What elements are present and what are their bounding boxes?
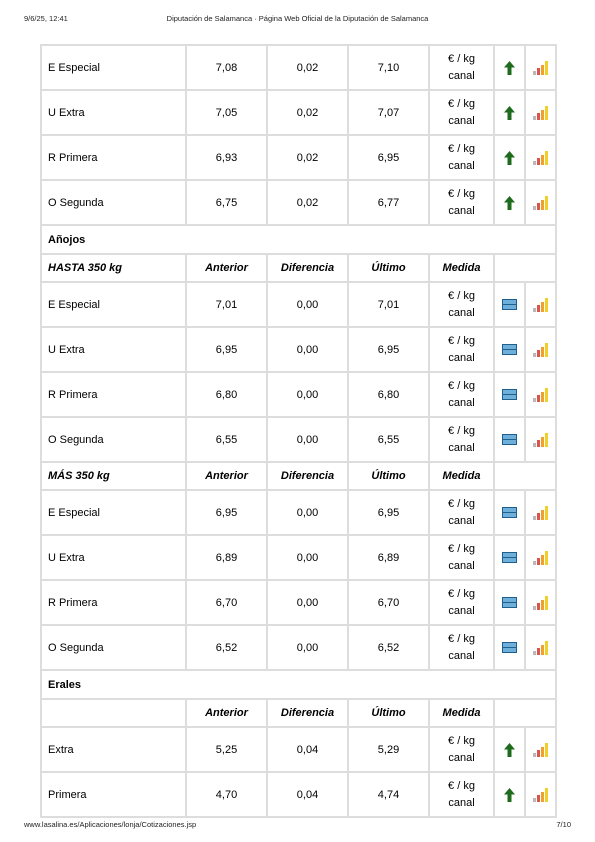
- section-row: [40, 226, 557, 255]
- unit-cell: [430, 491, 495, 536]
- header-anterior: Anterior: [187, 463, 268, 491]
- arrow-up-icon: [504, 743, 515, 757]
- chart-link-cell[interactable]: [526, 44, 557, 91]
- chart-bars-icon[interactable]: [533, 641, 549, 655]
- trend-cell: [495, 91, 526, 136]
- price-anterior: 5,25: [187, 728, 268, 773]
- chart-bars-icon[interactable]: [533, 788, 549, 802]
- chart-bars-icon[interactable]: [533, 106, 549, 120]
- table-row: [40, 136, 557, 181]
- grade-name: E Especial: [40, 491, 187, 536]
- table-row: [40, 373, 557, 418]
- price-diferencia: 0,00: [268, 581, 349, 626]
- equal-icon: [502, 344, 517, 355]
- chart-link-cell[interactable]: [526, 773, 557, 818]
- price-diferencia: 0,02: [268, 136, 349, 181]
- arrow-up-icon: [504, 61, 515, 75]
- unit-line-1: € / kg: [448, 632, 475, 645]
- header-medida: Medida: [430, 700, 495, 728]
- price-anterior: 6,70: [187, 581, 268, 626]
- equal-icon: [502, 507, 517, 518]
- grade-name: R Primera: [40, 373, 187, 418]
- price-ultimo: 7,01: [349, 283, 430, 328]
- price-anterior: 6,95: [187, 328, 268, 373]
- grade-name: U Extra: [40, 328, 187, 373]
- chart-link-cell[interactable]: [526, 418, 557, 463]
- chart-link-cell[interactable]: [526, 328, 557, 373]
- trend-cell: [495, 181, 526, 226]
- column-header-row: [40, 463, 557, 491]
- unit-cell: [430, 373, 495, 418]
- table-row: [40, 626, 557, 671]
- table-row: [40, 581, 557, 626]
- chart-bars-icon[interactable]: [533, 506, 549, 520]
- chart-link-cell[interactable]: [526, 728, 557, 773]
- price-diferencia: 0,04: [268, 728, 349, 773]
- header-medida: Medida: [430, 255, 495, 283]
- grade-name: R Primera: [40, 136, 187, 181]
- price-diferencia: 0,00: [268, 373, 349, 418]
- unit-line-1: € / kg: [448, 289, 475, 302]
- unit-line-2: canal: [448, 396, 475, 409]
- equal-icon: [502, 642, 517, 653]
- price-anterior: 6,93: [187, 136, 268, 181]
- grade-name: O Segunda: [40, 418, 187, 463]
- chart-link-cell[interactable]: [526, 626, 557, 671]
- table-row: [40, 491, 557, 536]
- header-ultimo: Último: [349, 255, 430, 283]
- unit-line-1: € / kg: [448, 52, 475, 65]
- chart-link-cell[interactable]: [526, 283, 557, 328]
- unit-line-1: € / kg: [448, 142, 475, 155]
- print-datetime: 9/6/25, 12:41: [24, 14, 68, 23]
- header-diferencia: Diferencia: [268, 700, 349, 728]
- price-diferencia: 0,00: [268, 536, 349, 581]
- chart-bars-icon[interactable]: [533, 743, 549, 757]
- price-ultimo: 6,70: [349, 581, 430, 626]
- chart-bars-icon[interactable]: [533, 388, 549, 402]
- unit-cell: [430, 328, 495, 373]
- price-ultimo: 7,10: [349, 44, 430, 91]
- chart-bars-icon[interactable]: [533, 433, 549, 447]
- price-anterior: 6,80: [187, 373, 268, 418]
- unit-line-1: € / kg: [448, 779, 475, 792]
- price-diferencia: 0,02: [268, 91, 349, 136]
- trend-cell: [495, 136, 526, 181]
- print-page-title: Diputación de Salamanca · Página Web Oficial de la Diputación de Salamanca: [166, 14, 429, 23]
- header-blank: [495, 255, 557, 283]
- table-row: [40, 773, 557, 818]
- unit-line-1: € / kg: [448, 187, 475, 200]
- price-anterior: 6,55: [187, 418, 268, 463]
- header-ultimo: Último: [349, 700, 430, 728]
- trend-cell: [495, 373, 526, 418]
- price-diferencia: 0,02: [268, 181, 349, 226]
- unit-cell: [430, 418, 495, 463]
- chart-link-cell[interactable]: [526, 581, 557, 626]
- unit-line-2: canal: [448, 204, 475, 217]
- price-diferencia: 0,00: [268, 328, 349, 373]
- price-ultimo: 6,77: [349, 181, 430, 226]
- unit-line-2: canal: [448, 441, 475, 454]
- chart-bars-icon[interactable]: [533, 151, 549, 165]
- unit-cell: [430, 181, 495, 226]
- grade-name: O Segunda: [40, 626, 187, 671]
- header-blank: [495, 463, 557, 491]
- trend-cell: [495, 773, 526, 818]
- header-anterior: Anterior: [187, 700, 268, 728]
- chart-bars-icon[interactable]: [533, 343, 549, 357]
- price-table: [40, 44, 557, 818]
- unit-cell: [430, 536, 495, 581]
- unit-cell: [430, 581, 495, 626]
- price-anterior: 6,95: [187, 491, 268, 536]
- header-diferencia: Diferencia: [268, 255, 349, 283]
- price-anterior: 6,52: [187, 626, 268, 671]
- price-diferencia: 0,00: [268, 418, 349, 463]
- table-row: [40, 536, 557, 581]
- price-anterior: 7,01: [187, 283, 268, 328]
- trend-cell: [495, 418, 526, 463]
- grade-name: E Especial: [40, 44, 187, 91]
- header-diferencia: Diferencia: [268, 463, 349, 491]
- unit-line-2: canal: [448, 306, 475, 319]
- price-ultimo: 6,80: [349, 373, 430, 418]
- price-table-body: [40, 44, 557, 818]
- print-page-number: 7/10: [556, 820, 571, 829]
- chart-bars-icon[interactable]: [533, 61, 549, 75]
- column-header-row: [40, 700, 557, 728]
- price-ultimo: 6,52: [349, 626, 430, 671]
- group-label: [40, 700, 187, 728]
- trend-cell: [495, 44, 526, 91]
- section-title: Añojos: [40, 226, 557, 255]
- chart-link-cell[interactable]: [526, 536, 557, 581]
- unit-cell: [430, 773, 495, 818]
- equal-icon: [502, 389, 517, 400]
- price-diferencia: 0,00: [268, 283, 349, 328]
- unit-cell: [430, 728, 495, 773]
- unit-line-1: € / kg: [448, 424, 475, 437]
- price-ultimo: 4,74: [349, 773, 430, 818]
- arrow-up-icon: [504, 788, 515, 802]
- trend-cell: [495, 626, 526, 671]
- trend-cell: [495, 536, 526, 581]
- price-diferencia: 0,00: [268, 491, 349, 536]
- price-diferencia: 0,04: [268, 773, 349, 818]
- chart-bars-icon[interactable]: [533, 298, 549, 312]
- unit-line-2: canal: [448, 604, 475, 617]
- price-anterior: 6,75: [187, 181, 268, 226]
- price-ultimo: 5,29: [349, 728, 430, 773]
- arrow-up-icon: [504, 196, 515, 210]
- table-row: [40, 44, 557, 91]
- trend-cell: [495, 491, 526, 536]
- unit-cell: [430, 626, 495, 671]
- grade-name: R Primera: [40, 581, 187, 626]
- chart-bars-icon[interactable]: [533, 596, 549, 610]
- grade-name: E Especial: [40, 283, 187, 328]
- table-row: [40, 328, 557, 373]
- price-ultimo: 6,89: [349, 536, 430, 581]
- header-medida: Medida: [430, 463, 495, 491]
- equal-icon: [502, 552, 517, 563]
- price-ultimo: 6,95: [349, 328, 430, 373]
- unit-line-1: € / kg: [448, 734, 475, 747]
- price-anterior: 4,70: [187, 773, 268, 818]
- price-diferencia: 0,00: [268, 626, 349, 671]
- chart-bars-icon[interactable]: [533, 551, 549, 565]
- unit-cell: [430, 136, 495, 181]
- table-row: [40, 181, 557, 226]
- unit-line-2: canal: [448, 796, 475, 809]
- group-label: MÁS 350 kg: [40, 463, 187, 491]
- equal-icon: [502, 597, 517, 608]
- section-row: [40, 671, 557, 700]
- table-row: [40, 728, 557, 773]
- table-row: [40, 283, 557, 328]
- unit-line-2: canal: [448, 69, 475, 82]
- unit-cell: [430, 91, 495, 136]
- header-anterior: Anterior: [187, 255, 268, 283]
- arrow-up-icon: [504, 151, 515, 165]
- arrow-up-icon: [504, 106, 515, 120]
- unit-cell: [430, 44, 495, 91]
- price-ultimo: 6,95: [349, 136, 430, 181]
- group-label: HASTA 350 kg: [40, 255, 187, 283]
- trend-cell: [495, 328, 526, 373]
- chart-link-cell[interactable]: [526, 181, 557, 226]
- price-anterior: 6,89: [187, 536, 268, 581]
- trend-cell: [495, 728, 526, 773]
- unit-line-2: canal: [448, 114, 475, 127]
- print-url: www.lasalina.es/Aplicaciones/lonja/Cotizaciones.jsp: [24, 820, 197, 829]
- grade-name: U Extra: [40, 536, 187, 581]
- unit-line-1: € / kg: [448, 379, 475, 392]
- unit-line-1: € / kg: [448, 587, 475, 600]
- price-ultimo: 7,07: [349, 91, 430, 136]
- trend-cell: [495, 581, 526, 626]
- column-header-row: [40, 255, 557, 283]
- grade-name: Extra: [40, 728, 187, 773]
- unit-line-1: € / kg: [448, 97, 475, 110]
- unit-line-2: canal: [448, 159, 475, 172]
- header-blank: [495, 700, 557, 728]
- equal-icon: [502, 434, 517, 445]
- unit-line-2: canal: [448, 649, 475, 662]
- table-row: [40, 418, 557, 463]
- price-ultimo: 6,55: [349, 418, 430, 463]
- unit-line-2: canal: [448, 351, 475, 364]
- section-title: Erales: [40, 671, 557, 700]
- price-anterior: 7,05: [187, 91, 268, 136]
- chart-link-cell[interactable]: [526, 491, 557, 536]
- unit-line-1: € / kg: [448, 497, 475, 510]
- unit-cell: [430, 283, 495, 328]
- trend-cell: [495, 283, 526, 328]
- equal-icon: [502, 299, 517, 310]
- grade-name: Primera: [40, 773, 187, 818]
- grade-name: O Segunda: [40, 181, 187, 226]
- price-anterior: 7,08: [187, 44, 268, 91]
- chart-link-cell[interactable]: [526, 91, 557, 136]
- chart-link-cell[interactable]: [526, 136, 557, 181]
- table-row: [40, 91, 557, 136]
- unit-line-2: canal: [448, 514, 475, 527]
- unit-line-2: canal: [448, 559, 475, 572]
- chart-link-cell[interactable]: [526, 373, 557, 418]
- chart-bars-icon[interactable]: [533, 196, 549, 210]
- price-diferencia: 0,02: [268, 44, 349, 91]
- unit-line-1: € / kg: [448, 542, 475, 555]
- unit-line-1: € / kg: [448, 334, 475, 347]
- price-ultimo: 6,95: [349, 491, 430, 536]
- header-ultimo: Último: [349, 463, 430, 491]
- grade-name: U Extra: [40, 91, 187, 136]
- unit-line-2: canal: [448, 751, 475, 764]
